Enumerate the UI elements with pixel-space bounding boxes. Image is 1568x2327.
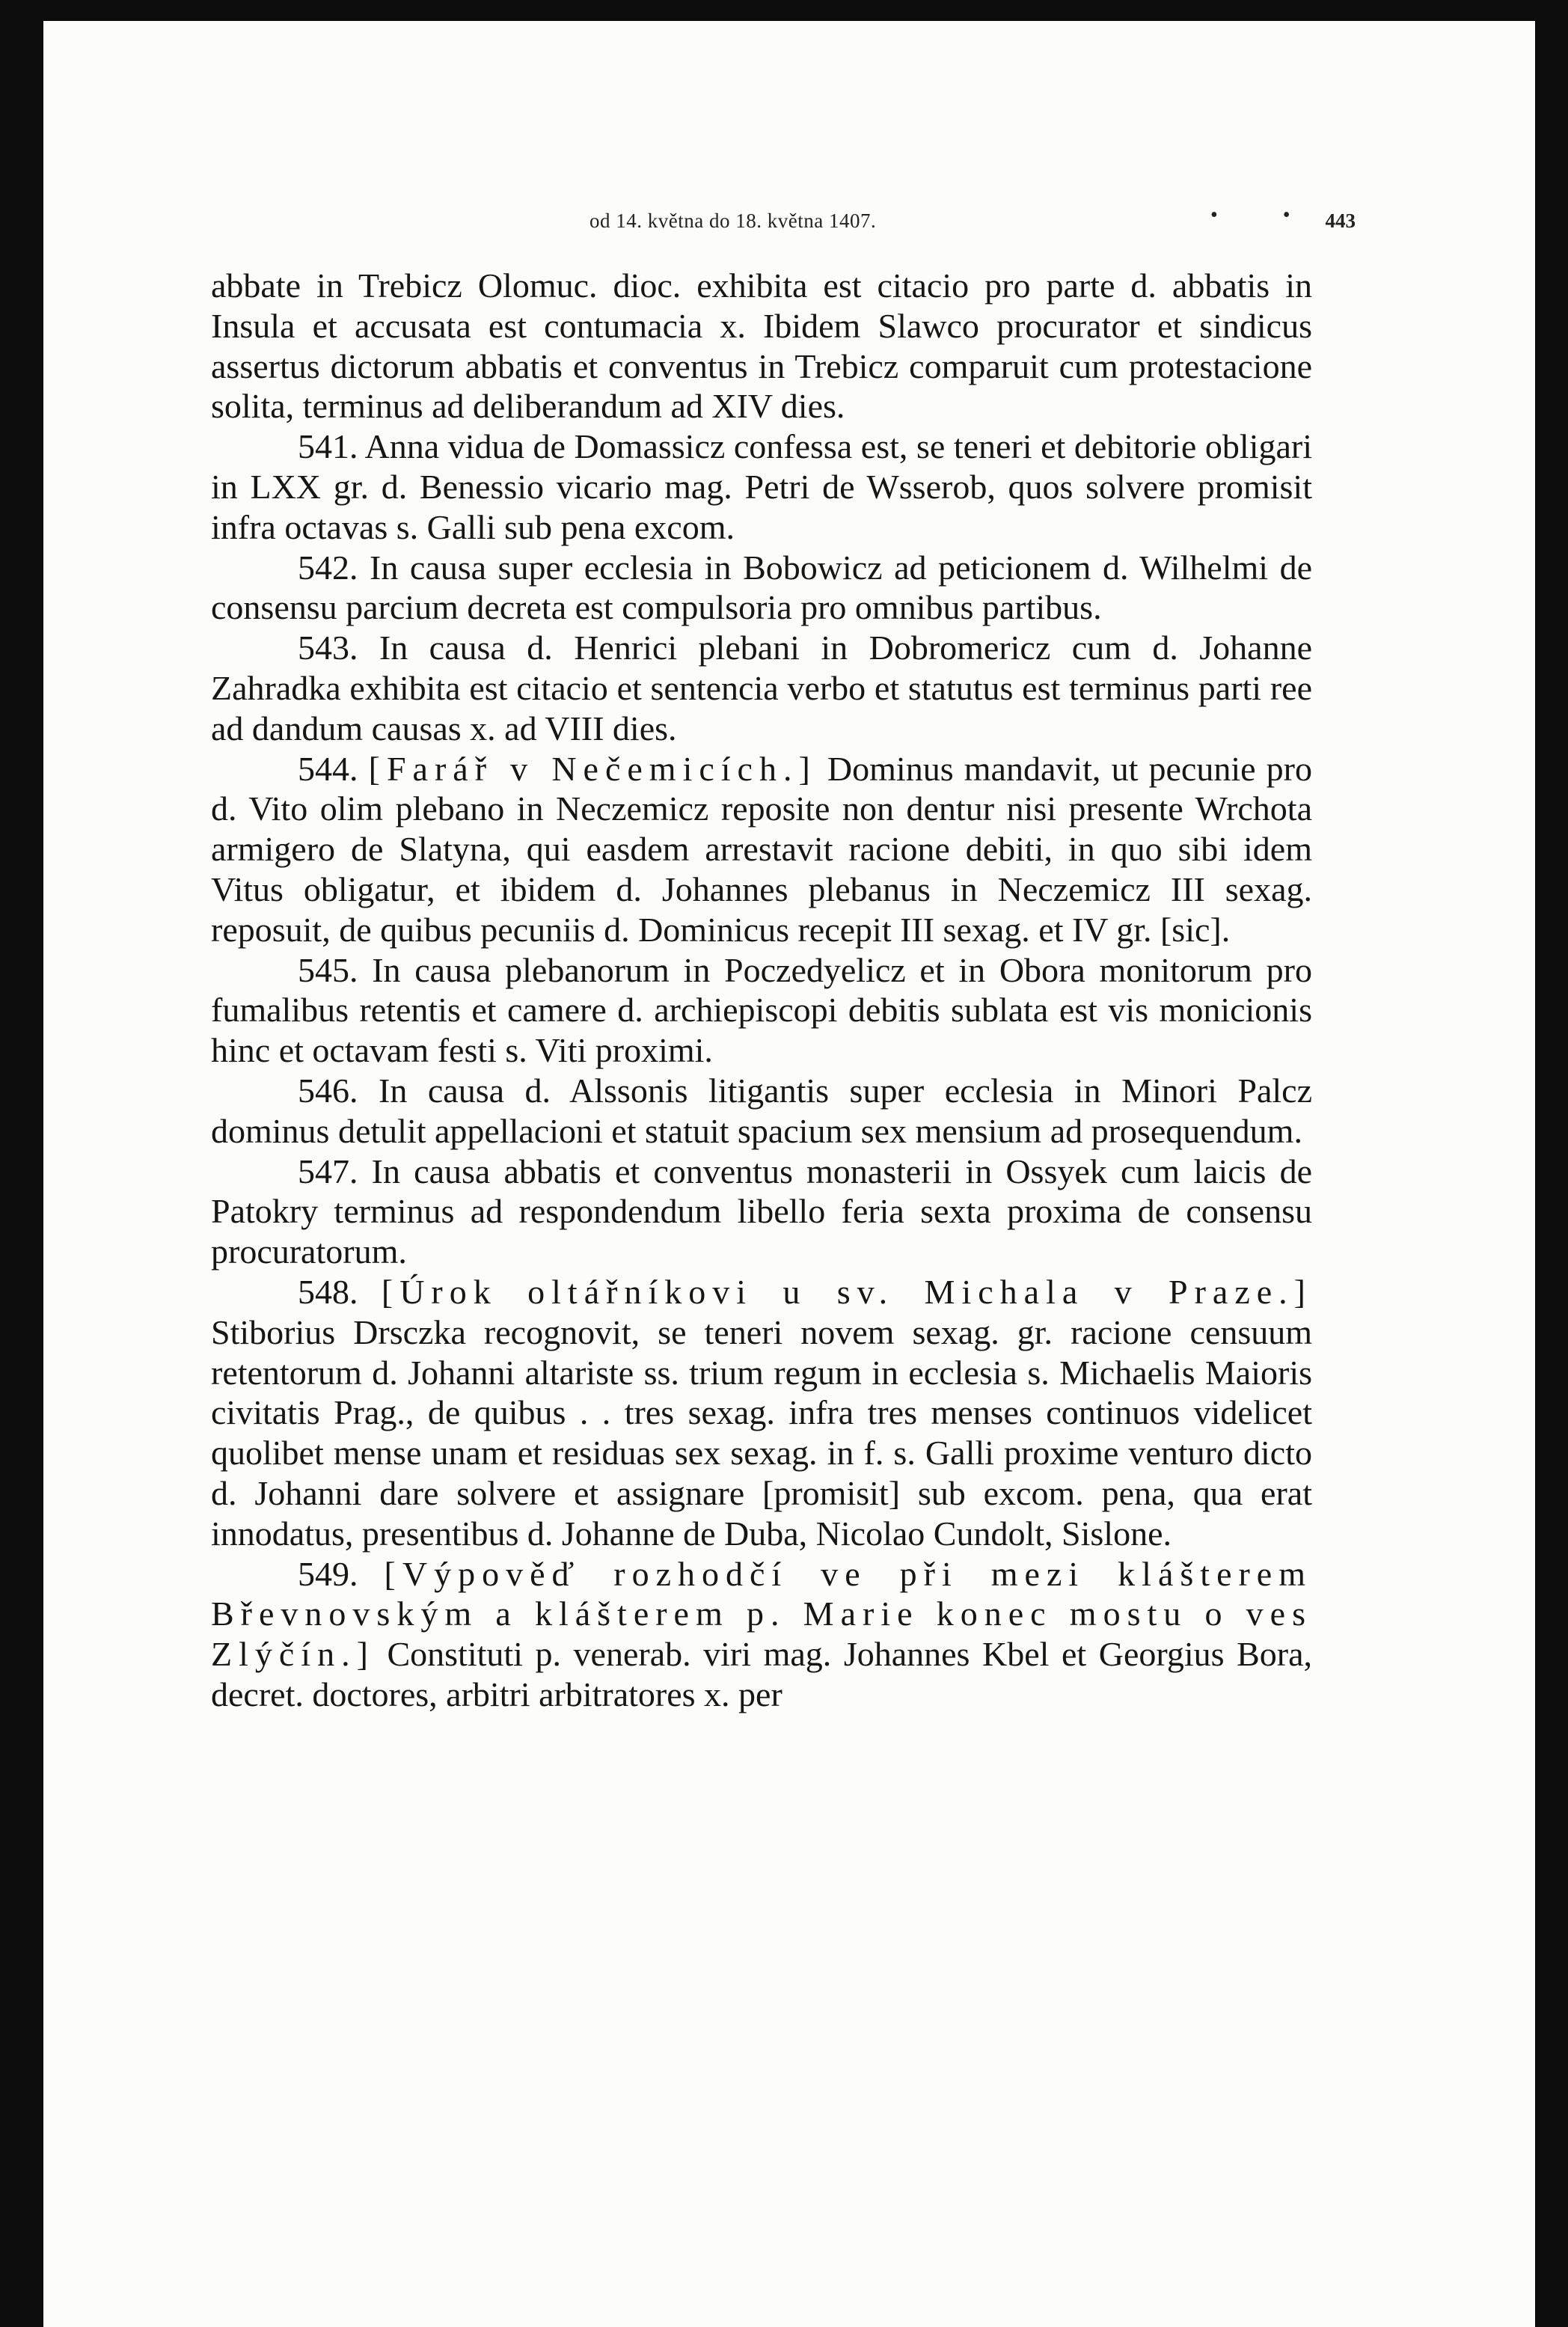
entry-number: 542. <box>298 548 358 587</box>
page-number: 443 <box>1325 210 1356 232</box>
entry-title: [Farář v Nečemicích.] <box>368 749 817 788</box>
entry-546 <box>211 1071 1312 1152</box>
entry-text: Anna vidua de Domassicz confessa est, se teneri et debitorie obligari in LXX gr. d. Benessio vicario mag. Petri de Wsserob, quos solvere promisit infra octavas s. Galli sub pena excom. <box>211 427 1312 546</box>
entry-545 <box>211 950 1312 1071</box>
continued-paragraph: abbate in Trebicz Olomuc. dioc. exhibita est citacio pro parte d. abbatis in Insula et accusata est contumacia x. Ibidem Slawco procurator et sindicus assertus dictorum abbatis et conventus in Trebicz comparuit cum protestacione solita, terminus ad deliberandum ad XIV dies. <box>211 266 1312 426</box>
entry-number: 545. <box>298 950 358 989</box>
entry-title: [Výpověď rozhodčí ve při mezi klášterem Břevnovským a klášterem p. Marie konec mostu o ves Zlýčín.] <box>211 1554 1312 1674</box>
entry-number: 547. <box>298 1152 358 1190</box>
entry-544 <box>211 749 1312 950</box>
entry-text: In causa d. Henrici plebani in Dobromericz cum d. Johanne Zahradka exhibita est citacio et sentencia verbo et statutus est terminus parti ree ad dandum causas x. ad VIII dies. <box>211 629 1312 747</box>
entry-text: Stiborius Drsczka recognovit, se teneri novem sexag. gr. racione censuum retentorum d. Johanni altariste ss. trium regum in ecclesia s. Michaelis Maioris civitatis Prag., de quibus . . tres sexag. infra tres menses continuos videlicet quolibet mense unam et residuas sex sexag. in f. s. Galli proxime venturo dicto d. Johanni dare solvere et assignare [promisit] sub excom. pena, qua erat innodatus, presentibus d. Johanne de Duba, Nicolao Cundolt, Sislone. <box>211 1312 1312 1553</box>
entry-text: In causa super ecclesia in Bobowicz ad peticionem d. Wilhelmi de consensu parcium decreta est compulsoria pro omnibus partibus. <box>211 548 1312 627</box>
entry-547 <box>211 1152 1312 1272</box>
entry-549 <box>211 1554 1312 1715</box>
entry-548 <box>211 1272 1312 1554</box>
entry-number: 548. <box>298 1272 358 1311</box>
entry-542 <box>211 548 1312 629</box>
entry-text: Constituti p. venerab. viri mag. Johannes Kbel et Georgius Bora, decret. doctores, arbitri arbitratores x. per <box>211 1635 1312 1713</box>
entry-text: In causa plebanorum in Poczedyelicz et in Obora monitorum pro fumalibus retentis et camere d. archiepiscopi debitis sublata est vis monicionis hinc et octavam festi s. Viti proximi. <box>211 950 1312 1070</box>
entry-543 <box>211 628 1312 748</box>
entry-number: 543. <box>298 629 358 667</box>
entry-number: 549. <box>298 1554 358 1593</box>
entry-text: In causa d. Alssonis litigantis super ecclesia in Minori Palcz dominus detulit appellacioni et statuit spacium sex mensium ad prosequendum. <box>211 1071 1312 1150</box>
entry-text: Dominus mandavit, ut pecunie pro d. Vito olim plebano in Neczemicz reposite non dentur nisi presente Wrchota armigero de Slatyna, qui easdem arrestavit racione debiti, in quo sibi idem Vitus obligatur, et ibidem d. Johannes plebanus in Neczemicz III sexag. reposuit, de quibus pecuniis d. Dominicus recepit III sexag. et IV gr. [sic]. <box>211 749 1312 949</box>
entry-title: [Úrok oltářníkovi u sv. Michala v Praze.] <box>381 1272 1313 1311</box>
entry-number: 541. <box>298 427 358 466</box>
running-title: od 14. května do 18. května 1407. <box>589 210 877 232</box>
entry-541 <box>211 426 1312 547</box>
page-header <box>589 204 1356 239</box>
header-marks: • • <box>1210 204 1320 227</box>
body-text <box>211 266 1312 1715</box>
entry-text: In causa abbatis et conventus monasterii in Ossyek cum laicis de Patokry terminus ad respondendum libello feria sexta proxima de consensu procuratorum. <box>211 1152 1312 1271</box>
entry-number: 544. <box>298 749 358 788</box>
entry-number: 546. <box>298 1071 358 1110</box>
